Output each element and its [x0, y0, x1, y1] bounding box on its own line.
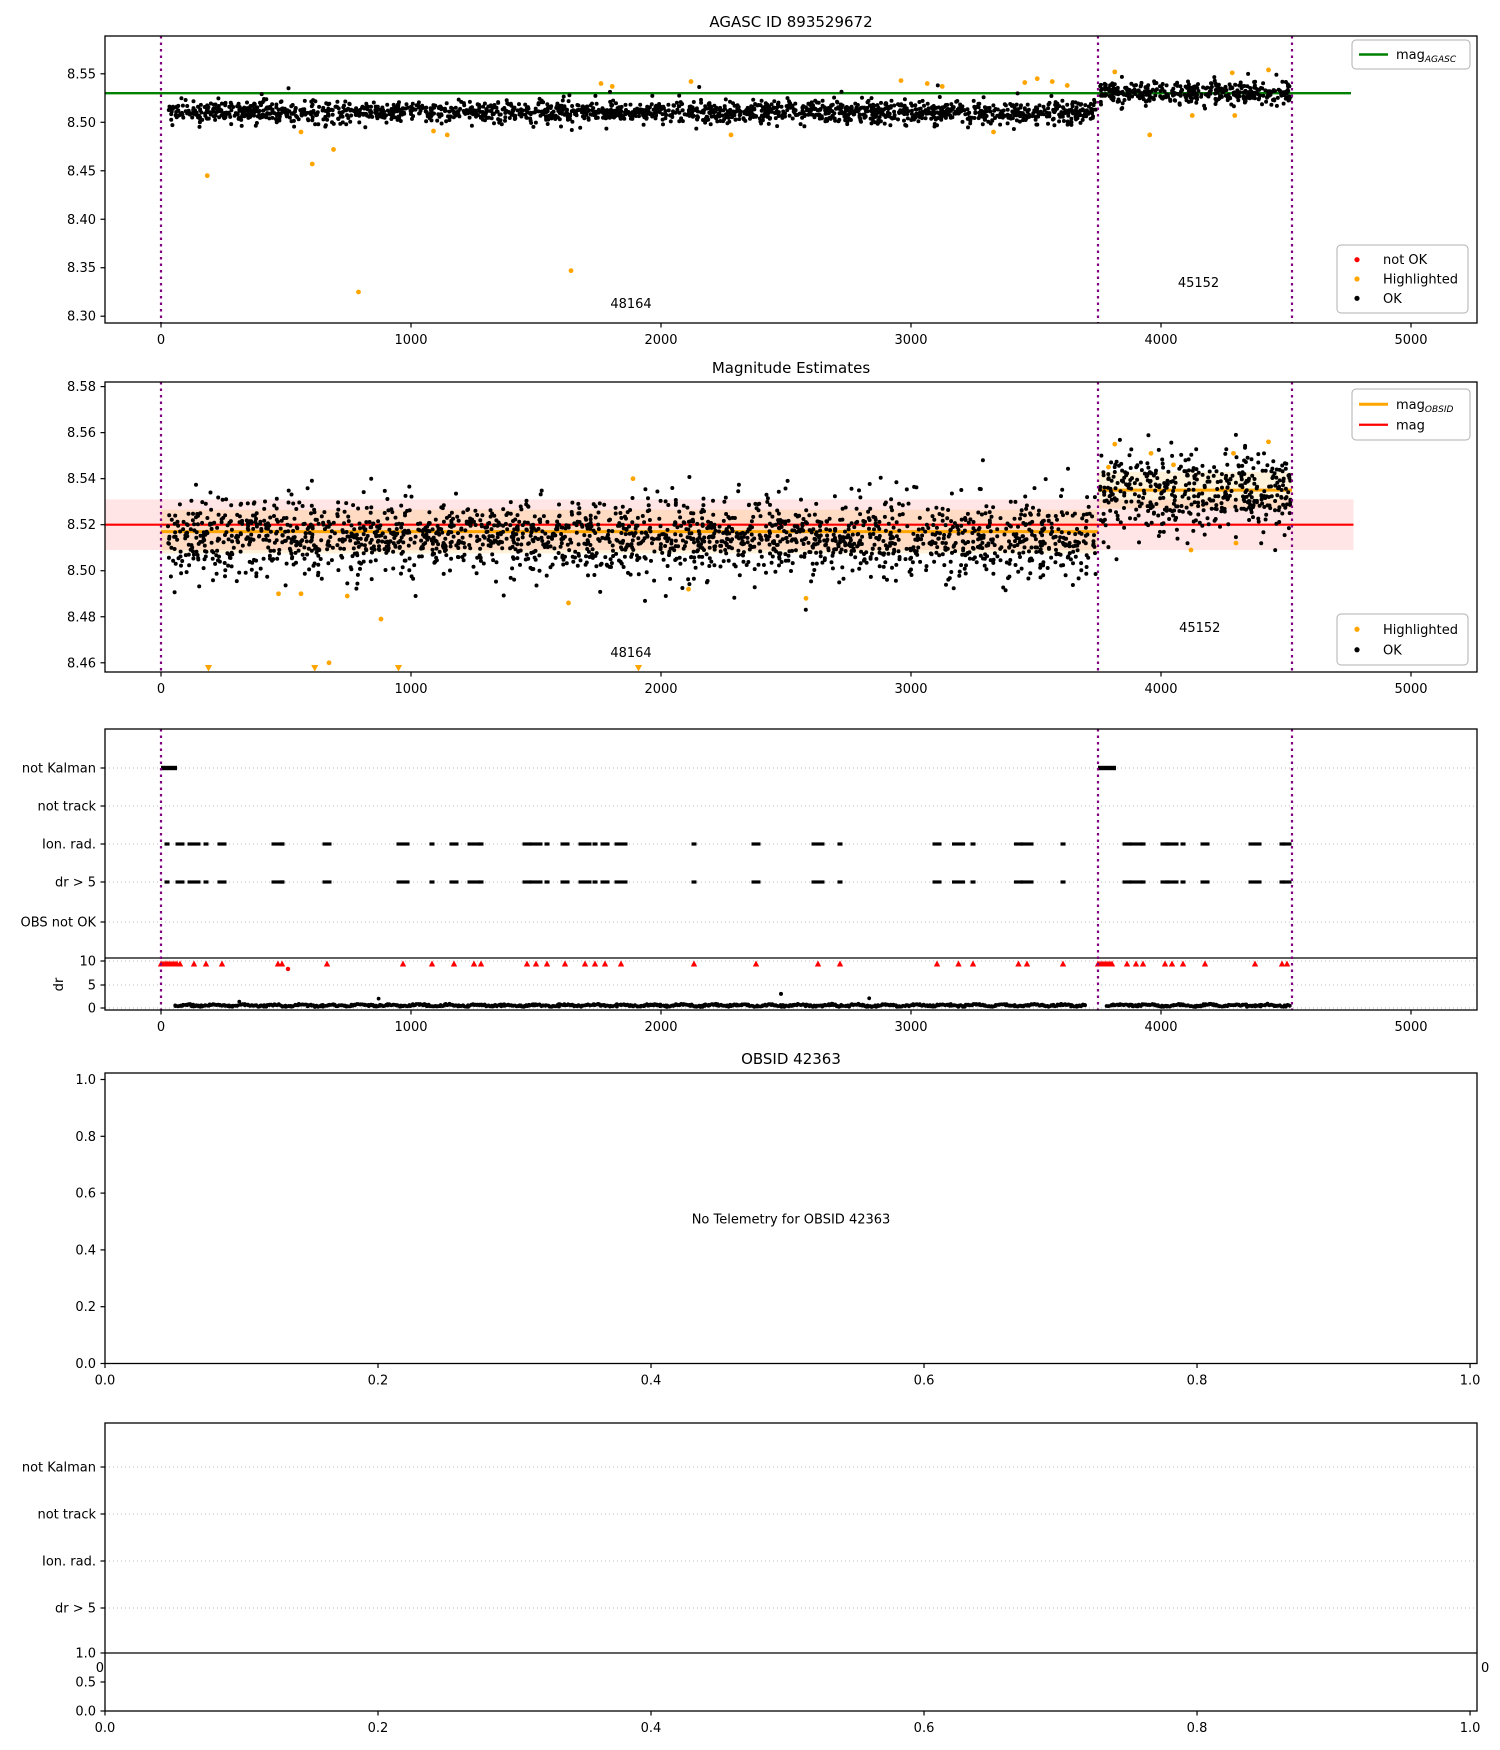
- highlighted-point: [310, 162, 315, 167]
- dr-clipped-marker: [1202, 961, 1208, 967]
- flag-marker: [323, 842, 332, 845]
- y-tick-label: 0.0: [75, 1357, 96, 1372]
- highlighted-point: [299, 130, 304, 135]
- highlighted-point: [276, 591, 281, 596]
- flag-marker: [952, 842, 965, 845]
- clipped-low-marker: [205, 665, 212, 672]
- obsid-42363-plot: [75, 1050, 1480, 1389]
- flag-marker: [165, 842, 170, 845]
- y-tick-label: 8.50: [67, 115, 96, 131]
- agasc-mag-plot: [67, 13, 1477, 348]
- flag-marker: [450, 842, 459, 845]
- y-tick-label: 8.30: [67, 309, 96, 325]
- y-tick-label: 0.6: [75, 1186, 96, 1202]
- empty-flags-plot: [22, 1423, 1489, 1736]
- legend-marker: [1354, 647, 1359, 652]
- highlighted-point: [940, 84, 945, 89]
- flag-marker: [218, 880, 227, 883]
- flag-marker: [1201, 880, 1210, 883]
- flag-marker: [933, 842, 942, 845]
- flag-marker: [933, 880, 942, 883]
- legend-label: OK: [1383, 643, 1402, 659]
- flag-row-label: dr > 5: [54, 1601, 96, 1617]
- y-tick-label: 8.54: [67, 472, 96, 488]
- flag-marker: [615, 880, 628, 883]
- flag-marker: [1181, 842, 1186, 845]
- highlighted-point: [205, 173, 210, 178]
- plot-title: Magnitude Estimates: [711, 359, 871, 377]
- x-tick-label: 3000: [894, 682, 928, 697]
- flag-row-label: not track: [37, 799, 96, 815]
- flag-marker: [430, 880, 435, 883]
- flag-row-label: Ion. rad.: [42, 1554, 96, 1570]
- flag-marker: [450, 880, 459, 883]
- scatter-points: [1098, 72, 1292, 111]
- no-telemetry-note: No Telemetry for OBSID 42363: [691, 1212, 891, 1228]
- dr-tick-label: 0.0: [75, 1704, 96, 1720]
- highlighted-point: [1230, 70, 1235, 75]
- highlighted-point: [1035, 76, 1040, 81]
- highlighted-point: [327, 660, 332, 665]
- flag-row-label: Ion. rad.: [42, 837, 96, 853]
- flag-marker: [752, 842, 761, 845]
- axes-box: [105, 729, 1477, 1010]
- flag-marker: [838, 880, 843, 883]
- flag-marker: [1141, 880, 1146, 883]
- dr-clipped-marker: [934, 961, 940, 967]
- flag-marker: [1249, 880, 1262, 883]
- highlighted-point: [689, 79, 694, 84]
- flag-marker: [952, 880, 965, 883]
- legend-marker: [1354, 276, 1359, 281]
- obsid-annotation: 48164: [610, 296, 652, 312]
- flag-marker: [601, 842, 610, 845]
- obsid-annotation: 45152: [1177, 276, 1220, 292]
- y-tick-label: 8.58: [67, 380, 96, 396]
- dr-clipped-marker: [1279, 961, 1285, 967]
- flag-marker: [1166, 842, 1179, 845]
- dr-clipped-marker: [562, 961, 568, 967]
- not-kalman-segment: [161, 766, 177, 770]
- flag-marker: [176, 842, 185, 845]
- x-tick-label: 2000: [644, 1020, 678, 1035]
- flag-marker: [280, 842, 285, 845]
- flag-marker: [1283, 880, 1292, 883]
- highlighted-point: [1171, 462, 1176, 467]
- y-tick-label: 8.48: [67, 610, 96, 626]
- y-tick-label: 8.40: [67, 212, 96, 228]
- flag-marker: [280, 880, 285, 883]
- flag-marker: [188, 842, 201, 845]
- legend-marker: [1354, 296, 1359, 301]
- x-tick-label: 0.2: [367, 1373, 389, 1389]
- highlighted-point: [1149, 451, 1154, 456]
- highlighted-point: [1231, 451, 1236, 456]
- highlighted-point: [1112, 442, 1117, 447]
- dr-clipped-marker: [1162, 961, 1168, 967]
- dr-clipped-marker: [970, 961, 976, 967]
- highlighted-point: [445, 132, 450, 137]
- flag-marker: [1141, 842, 1146, 845]
- x-tick-label: 0.6: [913, 1373, 935, 1389]
- y-tick-label: 8.46: [67, 656, 96, 672]
- x-tick-label: 5000: [1394, 1020, 1428, 1035]
- highlighted-point: [356, 290, 361, 295]
- dr-tick-label: 10: [79, 954, 96, 970]
- x-tick-label: 0.2: [367, 1721, 389, 1736]
- highlighted-point: [899, 78, 904, 83]
- x-tick-label: 3000: [894, 1020, 928, 1035]
- scatter-cluster: [168, 92, 1097, 131]
- clipped-low-marker: [395, 665, 402, 672]
- highlighted-point: [566, 601, 571, 606]
- legend-label: Highlighted: [1383, 622, 1458, 638]
- flag-marker: [479, 880, 484, 883]
- dr-tick-label: 5: [87, 978, 96, 994]
- flag-marker: [971, 842, 976, 845]
- flag-marker: [579, 880, 592, 883]
- dr-clipped-marker: [191, 961, 197, 967]
- highlighted-point: [1266, 439, 1271, 444]
- y-tick-label: 8.45: [67, 164, 96, 180]
- dr-clipped-marker: [691, 961, 697, 967]
- flag-row-label: not Kalman: [21, 1460, 96, 1476]
- x-tick-label: 0.4: [640, 1721, 662, 1736]
- dr-clipped-marker: [203, 961, 209, 967]
- clipped-low-marker: [311, 665, 318, 672]
- flag-marker: [971, 880, 976, 883]
- x-tick-label: 0.4: [640, 1373, 662, 1389]
- y-tick-label: 8.52: [67, 518, 96, 534]
- flag-marker: [479, 842, 484, 845]
- flag-marker: [176, 880, 185, 883]
- x-tick-label: 0.8: [1186, 1721, 1208, 1736]
- flag-marker: [615, 842, 628, 845]
- highlighted-point: [729, 132, 734, 137]
- dr-trace: [173, 996, 1291, 1009]
- dr-clipped-marker: [602, 961, 608, 967]
- flag-row-label: not track: [37, 1507, 96, 1523]
- dr-clipped-marker: [955, 961, 961, 967]
- flag-marker: [1249, 842, 1262, 845]
- y-tick-label: 0.2: [75, 1300, 96, 1316]
- x-tick-label: 5000: [1394, 682, 1428, 697]
- twin-axis-zero-label: 0: [1481, 1661, 1490, 1676]
- dr-clipped-marker: [219, 961, 225, 967]
- flag-marker: [545, 880, 550, 883]
- highlighted-point: [1189, 548, 1194, 553]
- highlighted-point: [345, 594, 350, 599]
- dr-tick-label: 1.0: [75, 1646, 96, 1662]
- highlighted-point: [686, 587, 691, 592]
- legend-marker: [1354, 257, 1359, 262]
- flag-marker: [1201, 842, 1210, 845]
- flag-marker: [561, 842, 570, 845]
- dr-axis-label: dr: [52, 977, 67, 992]
- y-tick-label: 8.35: [67, 261, 96, 277]
- legend-label: mag$_{AGASC}$: [1396, 48, 1457, 65]
- highlighted-point: [1065, 83, 1070, 88]
- highlighted-point: [925, 81, 930, 86]
- y-tick-label: 0.4: [75, 1243, 96, 1259]
- flag-marker: [430, 842, 435, 845]
- flag-marker: [530, 842, 543, 845]
- x-tick-label: 4000: [1144, 1020, 1178, 1035]
- flag-marker: [1021, 880, 1034, 883]
- plot-title: AGASC ID 893529672: [709, 13, 873, 31]
- dr-clipped-marker: [471, 961, 477, 967]
- flag-marker: [323, 880, 332, 883]
- dr-clipped-marker: [1015, 961, 1021, 967]
- flag-marker: [165, 880, 170, 883]
- x-tick-label: 0: [156, 333, 166, 348]
- legend-label: not OK: [1383, 253, 1428, 269]
- x-tick-label: 0: [156, 682, 166, 697]
- flag-marker: [1061, 880, 1066, 883]
- x-tick-label: 2000: [644, 333, 678, 348]
- x-tick-label: 0.0: [94, 1373, 116, 1389]
- x-tick-label: 4000: [1144, 682, 1178, 697]
- flag-marker: [545, 842, 550, 845]
- legend: [1337, 245, 1468, 313]
- flag-row-label: not Kalman: [21, 761, 96, 777]
- dr-red-point: [286, 967, 290, 971]
- highlighted-point: [1106, 465, 1111, 470]
- flag-marker: [530, 880, 543, 883]
- dr-tick-label: 0.5: [75, 1675, 96, 1691]
- flag-marker: [593, 842, 598, 845]
- dr-clipped-marker: [582, 961, 588, 967]
- flag-marker: [397, 842, 410, 845]
- flag-marker: [188, 880, 201, 883]
- highlighted-point: [431, 129, 436, 134]
- axes-box: [105, 36, 1477, 323]
- highlighted-point: [569, 268, 574, 273]
- flag-marker: [838, 842, 843, 845]
- dr-trace-outlier: [779, 992, 783, 996]
- legend-box: [1337, 614, 1468, 665]
- flag-marker: [218, 842, 227, 845]
- highlighted-point: [804, 596, 809, 601]
- flag-marker: [593, 880, 598, 883]
- x-tick-label: 1000: [394, 1020, 428, 1035]
- highlighted-point: [1022, 80, 1027, 85]
- highlighted-point: [610, 84, 615, 89]
- highlighted-point: [331, 147, 336, 152]
- flag-marker: [1283, 842, 1292, 845]
- legend-label: mag: [1396, 418, 1425, 434]
- dr-clipped-marker: [618, 961, 624, 967]
- dr-clipped-marker: [451, 961, 457, 967]
- flag-marker: [812, 842, 825, 845]
- flag-row-label: OBS not OK: [20, 915, 96, 931]
- flag-marker: [692, 842, 697, 845]
- legend-marker: [1354, 627, 1359, 632]
- y-tick-label: 0.8: [75, 1129, 96, 1145]
- legend: [1337, 614, 1468, 665]
- twin-axis-zero-label: 0: [95, 1661, 104, 1676]
- x-tick-label: 1000: [394, 682, 428, 697]
- y-tick-label: 8.56: [67, 426, 96, 442]
- flag-marker: [692, 880, 697, 883]
- dr-clipped-marker: [279, 961, 285, 967]
- highlighted-point: [379, 617, 384, 622]
- flag-marker: [1061, 842, 1066, 845]
- x-tick-label: 1000: [394, 333, 428, 348]
- highlighted-point: [599, 81, 604, 86]
- x-tick-label: 5000: [1394, 333, 1428, 348]
- highlighted-point: [1112, 69, 1117, 74]
- flag-marker: [579, 842, 592, 845]
- y-tick-label: 8.55: [67, 67, 96, 83]
- highlighted-point: [1147, 132, 1152, 137]
- x-tick-label: 0.0: [94, 1721, 116, 1736]
- x-tick-label: 0.6: [913, 1721, 935, 1736]
- highlighted-point: [1232, 113, 1237, 118]
- x-tick-label: 3000: [894, 333, 928, 348]
- legend-label: Highlighted: [1383, 272, 1458, 288]
- obsid-annotation: 48164: [610, 646, 652, 662]
- dr-clipped-marker: [815, 961, 821, 967]
- dr-tick-label: 0: [87, 1001, 96, 1017]
- x-tick-label: 1.0: [1459, 1721, 1481, 1736]
- flag-marker: [397, 880, 410, 883]
- highlighted-point: [631, 476, 636, 481]
- axes-box: [105, 1423, 1477, 1711]
- obsid-annotation: 45152: [1179, 620, 1221, 636]
- flag-marker: [812, 880, 825, 883]
- highlighted-point: [1234, 541, 1239, 546]
- x-tick-label: 4000: [1144, 333, 1178, 348]
- flag-marker: [601, 880, 610, 883]
- x-tick-label: 0: [156, 1020, 166, 1035]
- highlighted-point: [1050, 79, 1055, 84]
- flag-marker: [204, 842, 209, 845]
- highlighted-point: [991, 130, 996, 135]
- magnitude-estimates-plot: [67, 359, 1477, 697]
- highlighted-point: [1190, 113, 1195, 118]
- scatter-points: [168, 92, 1097, 131]
- legend-label: mag$_{OBSID}$: [1396, 397, 1454, 415]
- x-tick-label: 2000: [644, 682, 678, 697]
- not-kalman-segment: [1098, 766, 1116, 770]
- legend-label: OK: [1383, 291, 1402, 307]
- flag-marker: [1021, 842, 1034, 845]
- flag-marker: [1181, 880, 1186, 883]
- highlighted-point: [1266, 68, 1271, 73]
- scatter-cluster: [1098, 72, 1292, 111]
- x-tick-label: 1.0: [1459, 1373, 1481, 1389]
- flag-marker: [1166, 880, 1179, 883]
- plot-title: OBSID 42363: [741, 1050, 841, 1068]
- legend: [1352, 40, 1470, 69]
- flag-marker: [204, 880, 209, 883]
- flag-row-label: dr > 5: [54, 875, 96, 891]
- flags-plot: [21, 729, 1478, 1035]
- x-tick-label: 0.8: [1186, 1373, 1208, 1389]
- y-tick-label: 1.0: [75, 1073, 96, 1089]
- clipped-low-marker: [635, 665, 642, 672]
- highlighted-point: [299, 591, 304, 596]
- dr-clipped-marker: [478, 961, 484, 967]
- legend: [1352, 389, 1470, 440]
- flag-marker: [752, 880, 761, 883]
- y-tick-label: 8.50: [67, 564, 96, 580]
- flag-marker: [561, 880, 570, 883]
